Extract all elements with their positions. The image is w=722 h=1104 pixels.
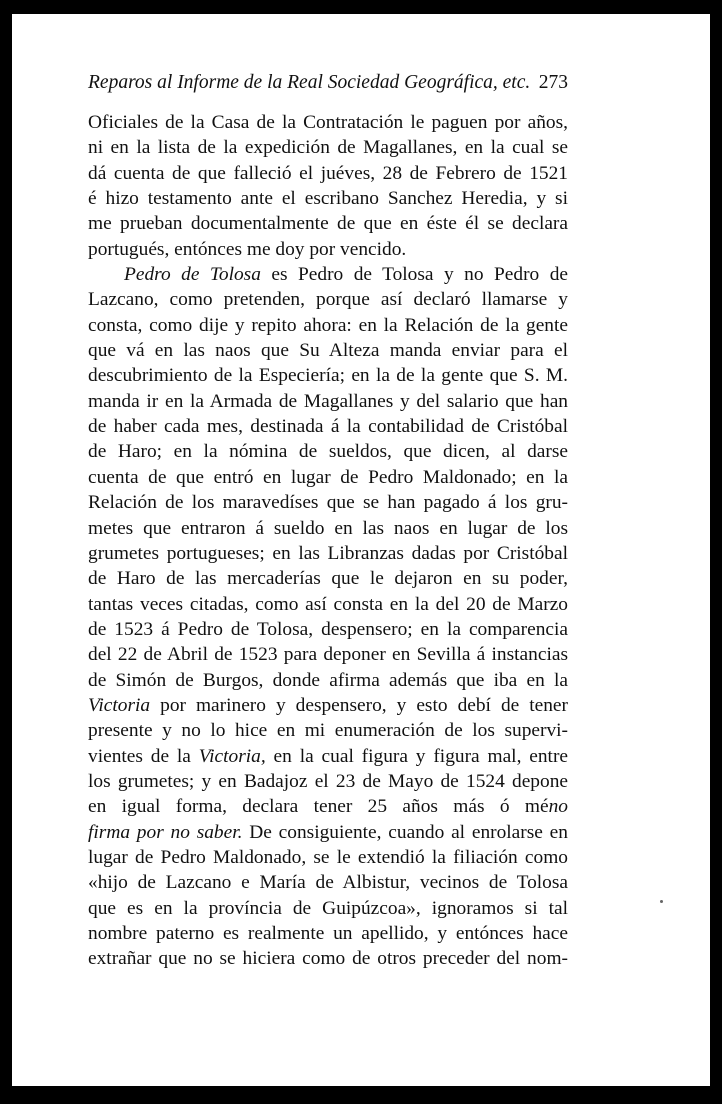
scan-speck [660,900,663,903]
text-line: de Simón de Burgos, donde afirma además que iba en la [88,669,568,691]
text-line: me prueban documentalmente de que en éste él se declara [88,213,568,235]
text-line: en igual forma, declara tener 25 años más ó méno [88,796,568,818]
text-line: «hijo de Lazcano e María de Albistur, vecinos de Tolosa [88,872,568,894]
italic-ship-name: Victoria, [198,745,266,767]
text-line: presente y no lo hice en mi enumeración de los supervi- [88,720,568,742]
text-line: de Haro de las mercaderías que le dejaron en su poder, [88,568,568,590]
text-line: de 1523 á Pedro de Tolosa, despensero; en la comparencia [88,618,568,640]
page-number: 273 [538,72,568,93]
body-text [88,110,568,972]
text-line: vientes de la Victoria, en la cual figura y figura mal, entre [88,745,569,767]
text-line: Relación de los maravedíses que se han pagado á los gru- [88,492,568,514]
italic-phrase: firma por no saber. [88,821,243,843]
text-line: Victoria por marinero y despensero, y esto debí de tener [88,694,568,716]
text-line: é hizo testamento ante el escribano Sanchez Heredia, y si [88,188,568,210]
text-line: Pedro de Tolosa es Pedro de Tolosa y no Pedro de [124,264,568,286]
book-page [12,14,710,1086]
running-header [88,72,568,98]
italic-name: Pedro de Tolosa [124,264,261,286]
text-line: dá cuenta de que falleció el juéves, 28 de Febrero de 1521 [88,162,568,184]
italic-ship-name: Victoria [88,694,151,716]
text-line: lugar de Pedro Maldonado, se le extendió la filiación como [88,846,568,868]
text-line: Lazcano, como pretenden, porque así declaró llamarse y [88,289,568,311]
text-line: que es en la província de Guipúzcoa», ignoramos si tal [88,897,568,919]
text-line: ni en la lista de la expedición de Magallanes, en la cual se [88,137,568,159]
text-line: los grumetes; y en Badajoz el 23 de Mayo de 1524 depone [88,770,568,792]
text-line: de haber cada mes, destinada á la contabilidad de Cristóbal [88,416,568,438]
text-line: descubrimiento de la Especiería; en la de la gente que S. M. [88,365,568,387]
text-line: cuenta de que entró en lugar de Pedro Maldonado; en la [88,466,568,488]
running-title: Reparos al Informe de la Real Sociedad Geográfica, etc. [88,72,531,93]
text-line: portugués, entónces me doy por vencido. [88,238,407,260]
text-line: manda ir en la Armada de Magallanes y del salario que han [88,390,568,412]
text-line: del 22 de Abril de 1523 para deponer en Sevilla á instancias [88,644,568,666]
text-line: consta, como dije y repito ahora: en la Relación de la gente [88,314,568,336]
text-line: que vá en las naos que Su Alteza manda enviar para el [88,340,568,362]
text-line: firma por no saber. De consiguiente, cuando al enrolarse en [88,821,568,843]
text-line: Oficiales de la Casa de la Contratación le paguen por años, [88,112,568,133]
text-line: extrañar que no se hiciera como de otros preceder del nom- [88,948,568,970]
text-line: de Haro; en la nómina de sueldos, que dicen, al darse [88,441,568,463]
text-line: metes que entraron á sueldo en las naos en lugar de los [88,517,568,539]
text-line: grumetes portugueses; en las Libranzas dadas por Cristóbal [88,542,568,564]
text-line: nombre paterno es realmente un apellido, y entónces hace [88,923,568,944]
italic-phrase: no [548,796,568,818]
text-line: tantas veces citadas, como así consta en la del 20 de Marzo [88,593,568,615]
